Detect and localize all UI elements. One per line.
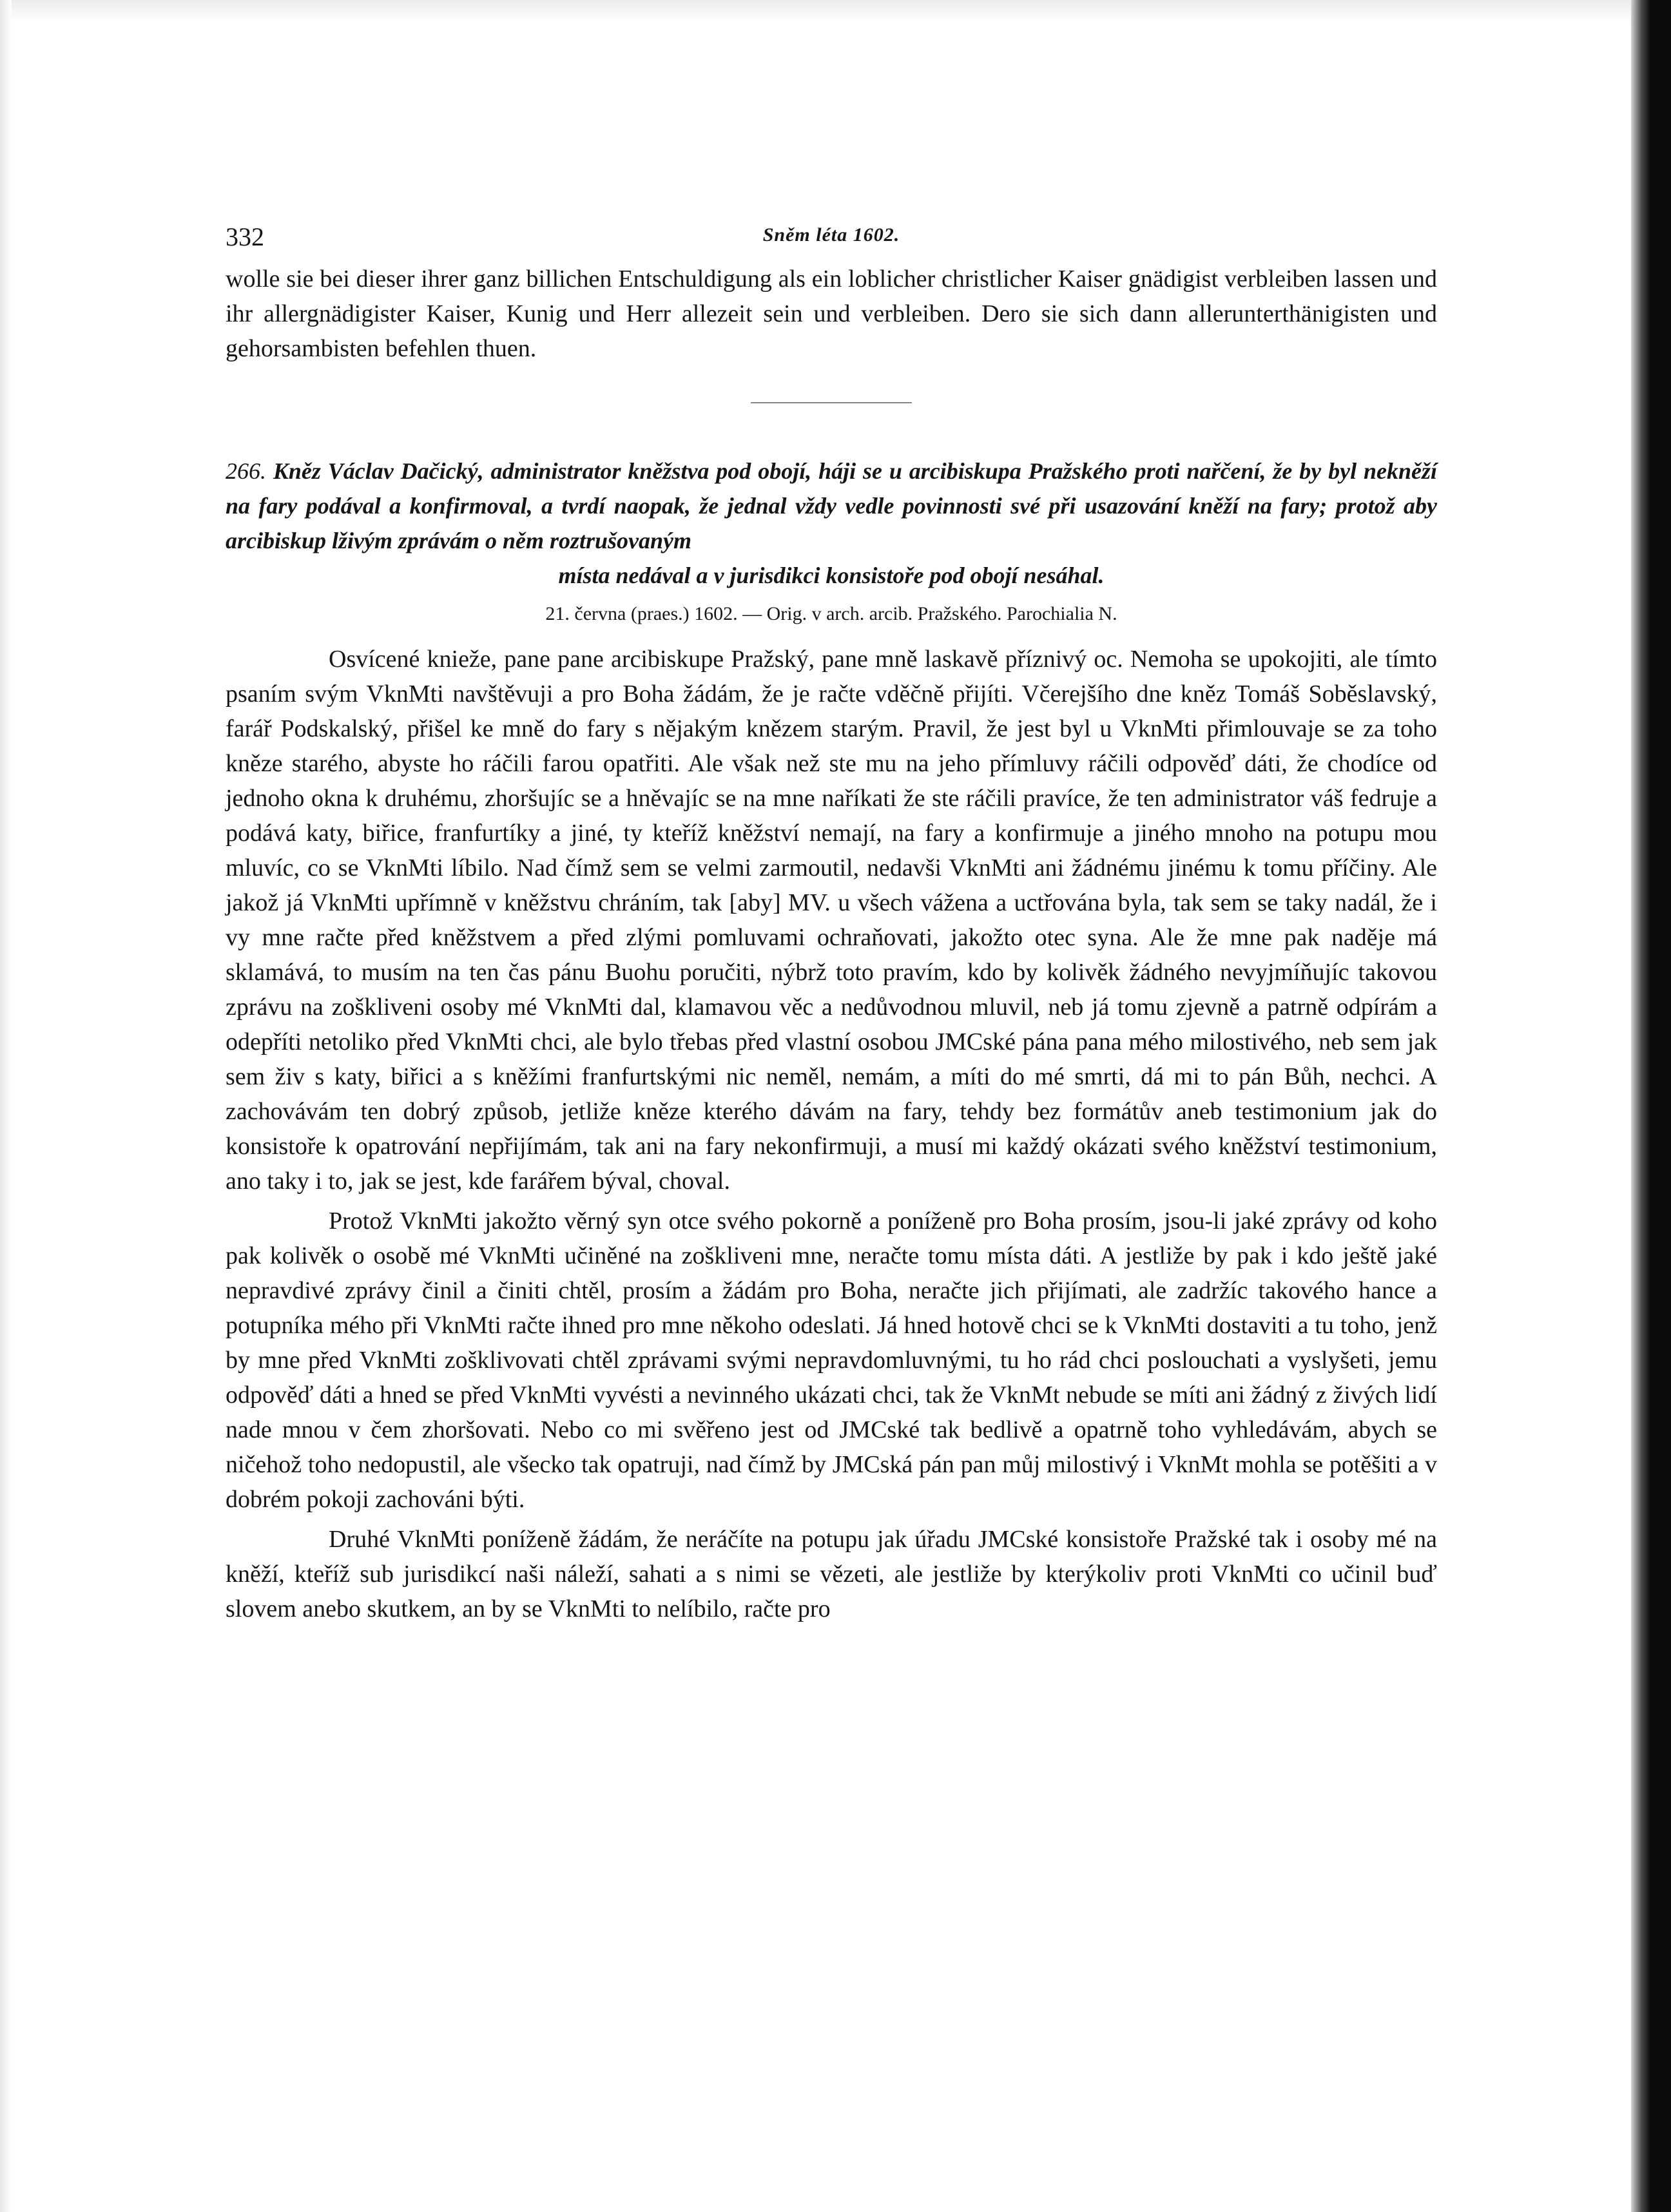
document-number: 266. [226, 458, 266, 484]
page [226, 213, 1437, 1626]
body-paragraph-1: Osvícené knieže, pane pane arcibiskupe Pražský, pane mně laskavě příznivý oc. Nemoha se upokojiti, ale tímto psaním svým VknMti navštěvuji a pro Boha žádám, že je račte vděčně přijíti. Včerejšího dne kněz Tomáš Soběslavský, farář Podskalský, přišel ke mně do fary s nějakým knězem starým. Pravil, že jest byl u VknMti přimlouvaje se za toho kněze starého, abyste ho ráčili farou opatřiti. Ale však než ste mu na jeho přímluvy ráčili odpověď dáti, že chodíce od jednoho okna k druhému, zhoršujíc se a hněvajíc se na mne naříkati že ste ráčili pravíce, že ten administrator váš fedruje a podává katy, biřice, franfurtíky a jiné, ty kteříž kněžství nemají, na fary a konfirmuje a jiného mnoho na potupu mou mluvíc, co se VknMti líbilo. Nad čímž sem se velmi zarmoutil, nedavši VknMti ani žádnému jinému k tomu příčiny. Ale jakož já VknMti upřímně v kněžstvu chráním, tak [aby] MV. u všech vážena a uctřována byla, tak sem se taky nadál, že i vy mne račte před kněžstvem a před zlými pomluvami ochraňovati, jakožto otec syna. Ale že mne pak naděje má sklamává, to musím na ten čas pánu Buohu poručiti, nýbrž toto pravím, kdo by kolivěk žádného nevyjmíňujíc takovou zprávu na zoškliveni osoby mé VknMti dal, klamavou věc a nedůvodnou mluvil, neb já tomu zjevně a patrně odpírám a odepříti netoliko před VknMti chci, ale bylo třebas před vlastní osobou JMCské pána pana mého milostivého, neb sem jak sem živ s katy, biřici a s kněžími franfurtskými nic neměl, nemám, a míti do mé smrti, dá mi to pán Bůh, nechci. A zachovávám ten dobrý způsob, jetliže kněze kterého dávám na fary, tehdy bez formátův aneb testimonium jak do konsistoře k opatrování nepřijímám, tak ani na fary nekonfirmuji, a musí mi každý okázati svého kněžství testimonium, ano taky i to, jak se jest, kde farářem býval, choval. [226, 646, 1437, 1195]
source-citation: 21. června (praes.) 1602. — Orig. v arch. arcib. Pražského. Parochialia N. [545, 603, 1117, 624]
running-title: Sněm léta 1602. [762, 224, 900, 245]
scan-edge-left [0, 0, 12, 2212]
previous-document-ending: wolle sie bei dieser ihrer ganz billichen Entschuldigung als ein loblicher christlicher Kaiser gnädigist verbleiben lassen und ihr allergnädigister Kaiser, Kunig und Herr allezeit sein und verbleiben. Dero sie sich dann allerunterthänigisten und gehorsambisten befehlen thuen. [226, 265, 1437, 362]
body-paragraph-2: Protož VknMti jakožto věrný syn otce svého pokorně a poníženě pro Boha prosím, jsou-li jaké zprávy od koho pak kolivěk o osobě mé VknMti učiněné na zoškliveni mne, neračte tomu místa dáti. A jestliže by pak i kdo ještě jaké nepravdivé zprávy činil a činiti chtěl, prosím a žádám pro Boha, neračte jich přijímati, ale zadržíc takového hance a potupníka mého při VknMti račte ihned pro mne někoho odeslati. Já hned hotově chci se k VknMti dostaviti a tu toho, jenž by mne před VknMti zošklivovati chtěl zprávami svými nepravdomluvnými, tu ho rád chci poslouchati a vyslyšeti, jemu odpověď dáti a hned se před VknMti vyvésti a nevinného ukázati chci, tak že VknMt nebude se míti ani žádný z živých lidí nade mnou v čem zhoršovati. Nebo co mi svěřeno jest od JMCské tak bedlivě a opatrně toho vyhledávám, abych se ničehož toho nedopustil, ale všecko tak opatruji, nad čímž by JMCská pán pan můj milostivý i VknMt mohla se potěšiti a v dobrém pokoji zachováni býti. [226, 1207, 1437, 1513]
regest-last-line: místa nedával a v jurisdikci konsistoře pod obojí nesáhal. [558, 563, 1105, 588]
document-regest [226, 454, 1437, 558]
scan-edge-top [0, 0, 1650, 22]
body-paragraph-3: Druhé VknMti poníženě žádám, že neráčíte na potupu jak úřadu JMCské konsistoře Pražské tak i osoby mé na kněží, kteříž sub jurisdikcí naši náleží, sahati a s nimi se vězeti, ale jestliže by kterýkoliv proti VknMti co učinil buď slovem anebo skutkem, an by se VknMti to nelíbilo, račte pro [226, 1526, 1437, 1622]
page-header [226, 213, 1437, 258]
page-number: 332 [226, 222, 264, 251]
document-body [226, 642, 1437, 1626]
regest-text: Kněz Václav Dačický, administrator kněžstva pod obojí, háji se u arcibiskupa Pražského proti nařčení, že by byl nekněží na fary podával a konfirmoval, a tvrdí naopak, že jednal vždy vedle povinnosti své při usazování kněží na fary; protož aby arcibiskup lživým zprávám o něm roztrušovaným [226, 458, 1437, 553]
section-divider [751, 402, 912, 403]
scan-edge-right [1631, 0, 1671, 2212]
